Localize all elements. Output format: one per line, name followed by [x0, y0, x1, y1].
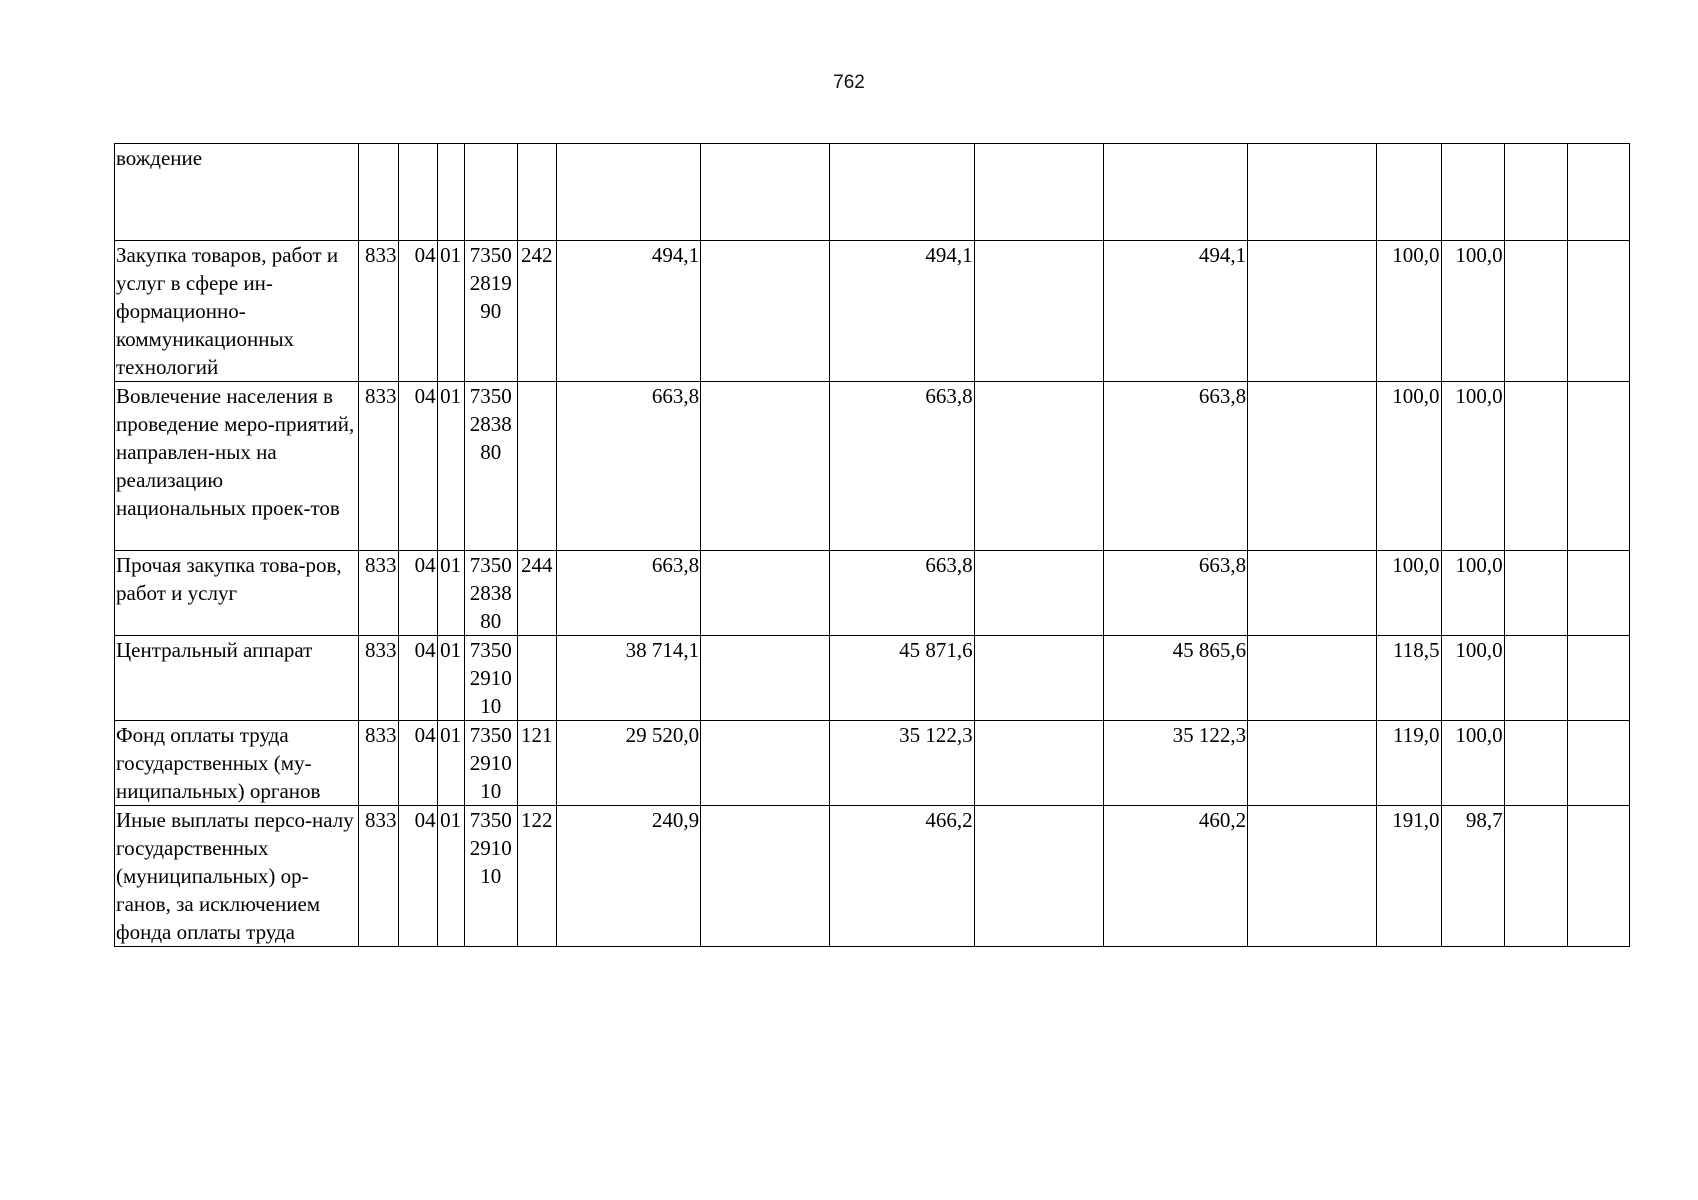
value-3: 35 122,3: [830, 721, 974, 806]
value-5: 663,8: [1103, 551, 1247, 636]
empty-cell: [1567, 636, 1629, 721]
value-9: [1504, 241, 1567, 382]
value-4: [974, 241, 1103, 382]
value-7: 100,0: [1377, 241, 1441, 382]
value-8: 100,0: [1441, 721, 1504, 806]
budget-table: [114, 143, 1630, 947]
value-4: [974, 636, 1103, 721]
value-2: [701, 636, 830, 721]
section-code: 04: [398, 636, 437, 721]
expense-code: [517, 144, 556, 241]
gov-code: 833: [359, 382, 398, 551]
subsection-code: 01: [437, 721, 464, 806]
table-row: [115, 721, 1630, 806]
page-number: 762: [833, 72, 865, 93]
value-8: 100,0: [1441, 382, 1504, 551]
row-name: Центральный аппарат: [115, 636, 359, 721]
value-7: 191,0: [1377, 806, 1441, 947]
value-7: 100,0: [1377, 382, 1441, 551]
value-2: [701, 806, 830, 947]
value-3: 494,1: [830, 241, 974, 382]
value-4: [974, 382, 1103, 551]
value-8: 98,7: [1441, 806, 1504, 947]
value-6: [1248, 144, 1377, 241]
value-3: 45 871,6: [830, 636, 974, 721]
subsection-code: [437, 144, 464, 241]
expense-code: 122: [517, 806, 556, 947]
gov-code: 833: [359, 806, 398, 947]
value-4: [974, 721, 1103, 806]
target-code: 7350291010: [464, 721, 517, 806]
gov-code: 833: [359, 636, 398, 721]
subsection-code: 01: [437, 551, 464, 636]
gov-code: 833: [359, 241, 398, 382]
table-body: [115, 144, 1630, 947]
value-9: [1504, 806, 1567, 947]
value-7: 119,0: [1377, 721, 1441, 806]
section-code: 04: [398, 721, 437, 806]
section-code: 04: [398, 551, 437, 636]
value-4: [974, 551, 1103, 636]
value-1: 494,1: [556, 241, 700, 382]
value-8: 100,0: [1441, 551, 1504, 636]
value-8: [1441, 144, 1504, 241]
value-7: [1377, 144, 1441, 241]
empty-cell: [1567, 806, 1629, 947]
expense-code: [517, 382, 556, 551]
target-code: 7350281990: [464, 241, 517, 382]
section-code: 04: [398, 241, 437, 382]
value-7: 100,0: [1377, 551, 1441, 636]
value-5: 35 122,3: [1103, 721, 1247, 806]
value-3: 466,2: [830, 806, 974, 947]
expense-code: 121: [517, 721, 556, 806]
value-1: 240,9: [556, 806, 700, 947]
expense-code: 244: [517, 551, 556, 636]
value-3: 663,8: [830, 551, 974, 636]
value-5: [1103, 144, 1247, 241]
value-3: 663,8: [830, 382, 974, 551]
target-code: 7350291010: [464, 636, 517, 721]
value-6: [1248, 721, 1377, 806]
value-9: [1504, 721, 1567, 806]
value-3: [830, 144, 974, 241]
value-1: 663,8: [556, 551, 700, 636]
empty-cell: [1567, 241, 1629, 382]
empty-cell: [1567, 551, 1629, 636]
row-name: Фонд оплаты труда государственных (му-ниципальных) органов: [115, 721, 359, 806]
value-5: 460,2: [1103, 806, 1247, 947]
value-6: [1248, 382, 1377, 551]
row-name: Вовлечение населения в проведение меро-приятий, направлен-ных на реализацию национальных проек-тов: [115, 382, 359, 551]
target-code: 7350291010: [464, 806, 517, 947]
table-row: [115, 636, 1630, 721]
row-name: Прочая закупка това-ров, работ и услуг: [115, 551, 359, 636]
table-row: [115, 241, 1630, 382]
value-9: [1504, 144, 1567, 241]
value-2: [701, 721, 830, 806]
value-1: [556, 144, 700, 241]
target-code: 7350283880: [464, 551, 517, 636]
section-code: 04: [398, 806, 437, 947]
value-1: 29 520,0: [556, 721, 700, 806]
value-6: [1248, 806, 1377, 947]
gov-code: [359, 144, 398, 241]
value-4: [974, 144, 1103, 241]
gov-code: 833: [359, 721, 398, 806]
target-code: 7350283880: [464, 382, 517, 551]
target-code: [464, 144, 517, 241]
value-9: [1504, 636, 1567, 721]
table-row: [115, 382, 1630, 551]
expense-code: 242: [517, 241, 556, 382]
value-2: [701, 551, 830, 636]
table-row: [115, 144, 1630, 241]
row-name: Закупка товаров, работ и услуг в сфере ин-формационно-коммуникационных технологий: [115, 241, 359, 382]
value-4: [974, 806, 1103, 947]
subsection-code: 01: [437, 382, 464, 551]
empty-cell: [1567, 721, 1629, 806]
row-name: Иные выплаты персо-налу государственных (муниципальных) ор-ганов, за исключением фонда оплаты труда: [115, 806, 359, 947]
value-5: 45 865,6: [1103, 636, 1247, 721]
value-7: 118,5: [1377, 636, 1441, 721]
empty-cell: [1567, 144, 1629, 241]
value-2: [701, 241, 830, 382]
value-5: 494,1: [1103, 241, 1247, 382]
value-5: 663,8: [1103, 382, 1247, 551]
value-1: 663,8: [556, 382, 700, 551]
value-6: [1248, 241, 1377, 382]
value-8: 100,0: [1441, 636, 1504, 721]
value-1: 38 714,1: [556, 636, 700, 721]
subsection-code: 01: [437, 241, 464, 382]
subsection-code: 01: [437, 636, 464, 721]
table-row: [115, 806, 1630, 947]
value-6: [1248, 551, 1377, 636]
row-name: вождение: [115, 144, 359, 241]
section-code: [398, 144, 437, 241]
value-6: [1248, 636, 1377, 721]
value-9: [1504, 382, 1567, 551]
expense-code: [517, 636, 556, 721]
value-2: [701, 382, 830, 551]
section-code: 04: [398, 382, 437, 551]
value-9: [1504, 551, 1567, 636]
subsection-code: 01: [437, 806, 464, 947]
gov-code: 833: [359, 551, 398, 636]
value-2: [701, 144, 830, 241]
empty-cell: [1567, 382, 1629, 551]
table-row: [115, 551, 1630, 636]
value-8: 100,0: [1441, 241, 1504, 382]
